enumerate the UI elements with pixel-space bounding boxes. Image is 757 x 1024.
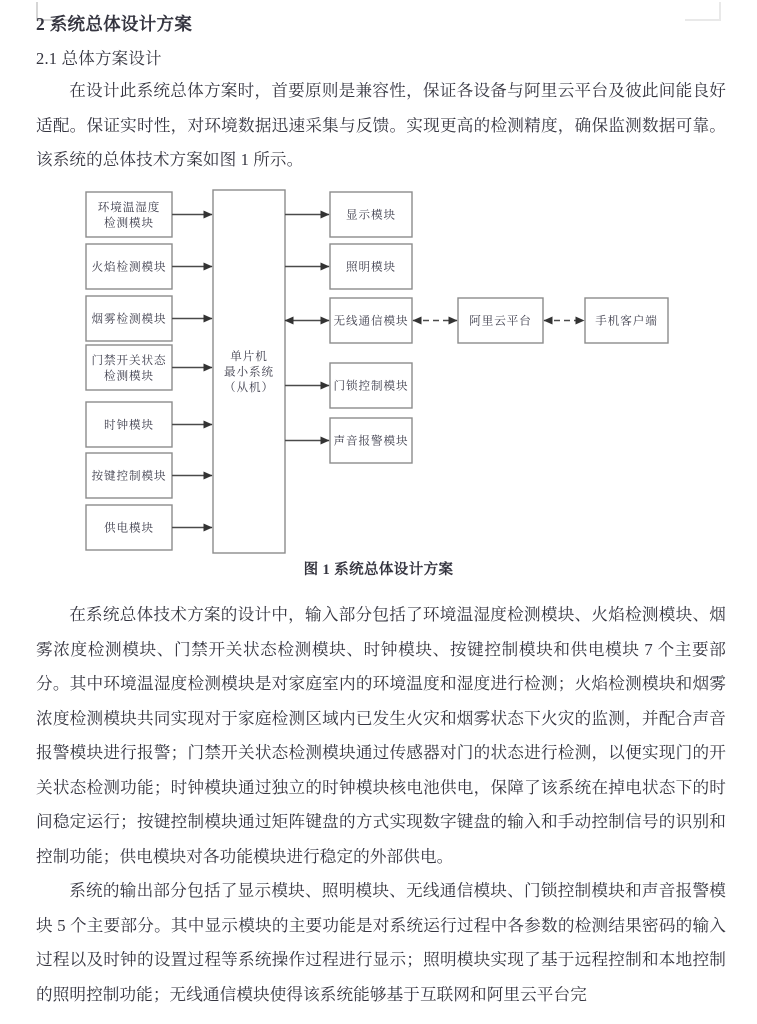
crop-mark-top-right	[685, 2, 721, 21]
diagram-box-mobile-client-label: 手机客户端	[595, 314, 658, 328]
diagram-box-env-temp-humidity	[86, 192, 172, 237]
diagram-box-aliyun-platform-label: 阿里云平台	[469, 314, 532, 328]
diagram-input-group	[86, 192, 172, 550]
diagram-box-smoke-detect	[86, 296, 172, 341]
paragraph-intro: 在设计此系统总体方案时，首要原则是兼容性，保证各设备与阿里云平台及彼此间能良好适配。保证实时性，对环境数据迅速采集与反馈。实现更高的检测精度，确保监测数据可靠。该系统的总体技术方案如图 1 所示。	[36, 81, 726, 169]
paragraph-body-1: 在系统总体技术方案的设计中，输入部分包括了环境温湿度检测模块、火焰检测模块、烟雾浓度检测模块、门禁开关状态检测模块、时钟模块、按键控制模块和供电模块 7 个主要部分。其中环境温湿度检测模块是对家庭室内的环境温度和湿度进行检测；火焰检测模块和烟雾浓度检测模块共同实现对于家庭检测区域内已发生火灾和烟雾状态下火灾的监测，并配合声音报警模块进行报警；门禁开关状态检测模块通过传感器对门的状态进行检测，以便实现门的开关状态检测功能；时钟模块通过独立的时钟模块核电池供电，保障了该系统在掉电状态下的时间稳定运行；按键控制模块通过矩阵键盘的方式实现数字键盘的输入和手动控制信号的识别和控制功能；供电模块对各功能模块进行稳定的外部供电。	[36, 605, 726, 866]
diagram-box-door-switch-state-label: 门禁开关状态	[91, 353, 167, 367]
diagram-box-display	[330, 192, 412, 237]
diagram-box-smoke-detect-label: 烟雾检测模块	[91, 312, 167, 326]
diagram-box-door-switch-state	[86, 345, 172, 390]
diagram-box-mcu-min-system-label: 单片机	[230, 350, 268, 364]
diagram-box-flame-detect	[86, 244, 172, 289]
diagram-box-key-control	[86, 453, 172, 498]
diagram-box-clock	[86, 402, 172, 447]
diagram-box-display-label: 显示模块	[346, 208, 396, 222]
diagram-box-env-temp-humidity-label: 环境温湿度	[97, 200, 161, 214]
diagram-box-door-lock-control	[330, 363, 412, 408]
paragraph-body-2: 系统的输出部分包括了显示模块、照明模块、无线通信模块、门锁控制模块和声音报警模块 5 个主要部分。其中显示模块的主要功能是对系统运行过程中各参数的检测结果密码的输入过程以及时钟的设置过程等系统操作过程进行显示；照明模块实现了基于远程控制和本地控制的照明控制功能；无线通信模块使得该系统能够基于互联网和阿里云平台完	[36, 881, 726, 1004]
diagram-box-mcu-min-system	[213, 190, 285, 553]
diagram-box-door-lock-control-label: 门锁控制模块	[333, 379, 409, 393]
diagram-box-lighting-label: 照明模块	[346, 260, 396, 274]
system-architecture-diagram	[0, 180, 757, 555]
diagram-box-flame-detect-label: 火焰检测模块	[91, 260, 167, 274]
diagram-box-lighting	[330, 244, 412, 289]
diagram-box-aliyun-platform	[458, 298, 543, 343]
diagram-box-env-temp-humidity-label: 检测模块	[104, 216, 154, 230]
diagram-box-wireless-comm	[330, 298, 412, 343]
diagram-box-mcu-min-system-label: 最小系统	[224, 365, 274, 379]
subsection-heading: 2.1 总体方案设计	[36, 49, 162, 68]
figure-caption: 图 1 系统总体设计方案	[303, 562, 454, 578]
diagram-box-key-control-label: 按键控制模块	[91, 469, 167, 483]
diagram-output-group	[330, 192, 412, 463]
diagram-box-clock-label: 时钟模块	[104, 418, 154, 432]
diagram-box-mobile-client	[585, 298, 668, 343]
diagram-box-wireless-comm-label: 无线通信模块	[333, 314, 409, 328]
diagram-box-mcu-min-system-label: （从机）	[224, 381, 274, 395]
section-heading: 2 系统总体设计方案	[36, 14, 193, 34]
diagram-cloud-group	[458, 298, 668, 343]
diagram-mcu-group	[213, 190, 285, 553]
diagram-box-power-supply	[86, 505, 172, 550]
diagram-box-sound-alarm	[330, 418, 412, 463]
diagram-box-power-supply-label: 供电模块	[104, 521, 154, 535]
diagram-box-door-switch-state-label: 检测模块	[104, 369, 154, 383]
diagram-box-sound-alarm-label: 声音报警模块	[333, 434, 409, 448]
